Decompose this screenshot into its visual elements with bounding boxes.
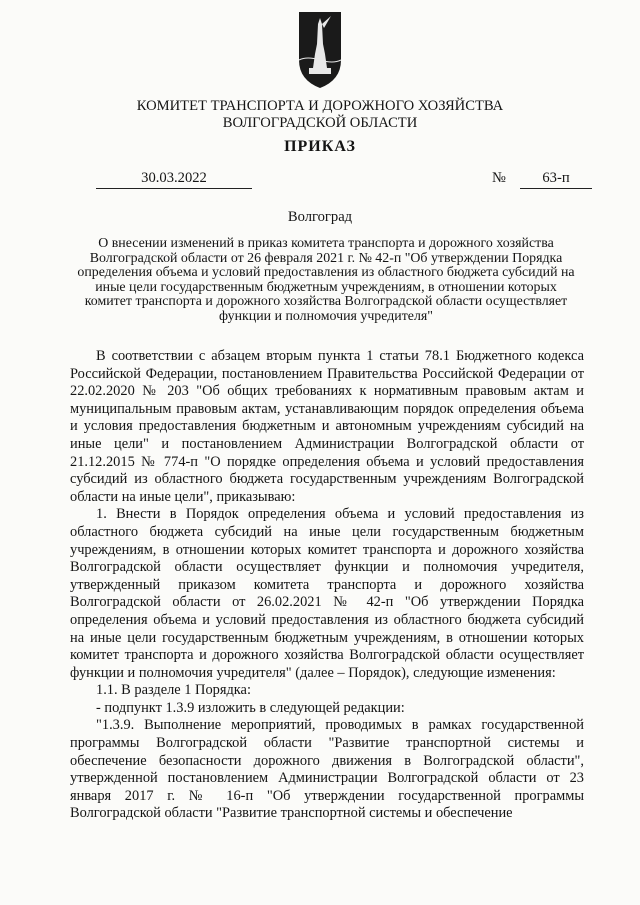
paragraph: В соответствии с абзацем вторым пункта 1 статьи 78.1 Бюджетного кодекса Российской Федерации, постановлением Правительства Российской Федерации от 22.02.2020 № 203 "Об общих требованиях к нормативным правовым актам и муниципальным правовым актам, устанавливающим порядок определения объема и условия предоставления бюджетным и автономным учреждениям субсидий на иные цели" и постановлением Администрации Волгоградской области от 21.12.2015 № 774-п "О порядке определения объема и условий предоставления субсидий из областного бюджета государственным учреждениям Волгоградской области на иные цели", приказываю: (70, 348, 584, 505)
committee-name-line2: ВОЛГОГРАДСКОЙ ОБЛАСТИ (222, 115, 418, 131)
paragraph: 1. Внести в Порядок определения объема и условий предоставления из областного бюджета субсидий на иные цели государственным бюджетным учреждениям, в отношении которых комитет транспорта и дорожного хозяйства Волгоградской области осуществляет функции и полномочия учредителя, утвержденный приказом комитета транспорта и дорожного хозяйства Волгоградской области от 26.02.2021 № 42-п "Об утверждении Порядка определения объема и условий предоставления из областного бюджета субсидий на иные цели государственным бюджетным учреждениям, в отношении которых комитет транспорта и дорожного хозяйства Волгоградской области осуществляет функции и полномочия учредителя" (далее – Порядок), следующие изменения: (70, 506, 584, 681)
document-date: 30.03.2022 (96, 168, 252, 189)
paragraph: 1.1. В разделе 1 Порядка: (96, 682, 251, 699)
committee-name-line1: КОМИТЕТ ТРАНСПОРТА И ДОРОЖНОГО ХОЗЯЙСТВА (136, 98, 504, 114)
number-sign: № (492, 170, 506, 186)
document-body (70, 348, 584, 823)
paragraph: - подпункт 1.3.9 изложить в следующей редакции: (96, 699, 405, 716)
city: Волгоград (287, 209, 353, 225)
document-subject: О внесении изменений в приказ комитета транспорта и дорожного хозяйства Волгоградской области от 26 февраля 2021 г. № 42-п "Об утверждении Порядка определения объема и условий предоставления из областного бюджета субсидий на иные цели государственным бюджетным учреждениям, в отношении которых комитет транспорта и дорожного хозяйства Волгоградской области осуществляет функции и полномочия учредителя" (77, 236, 575, 324)
document-number: 63-п (520, 168, 592, 189)
coat-of-arms-icon (297, 10, 343, 90)
document-type: ПРИКАЗ (284, 138, 356, 155)
paragraph: "1.3.9. Выполнение мероприятий, проводимых в рамках государственной программы Волгоградской области "Развитие транспортной системы и обеспечение безопасности дорожного движения в Волгоградской области", утвержденной постановлением Администрации Волгоградской области от 23 января 2017 г. № 16-п "Об утверждении государственной программы Волгоградской области "Развитие транспортной системы и обеспечение (70, 717, 584, 822)
